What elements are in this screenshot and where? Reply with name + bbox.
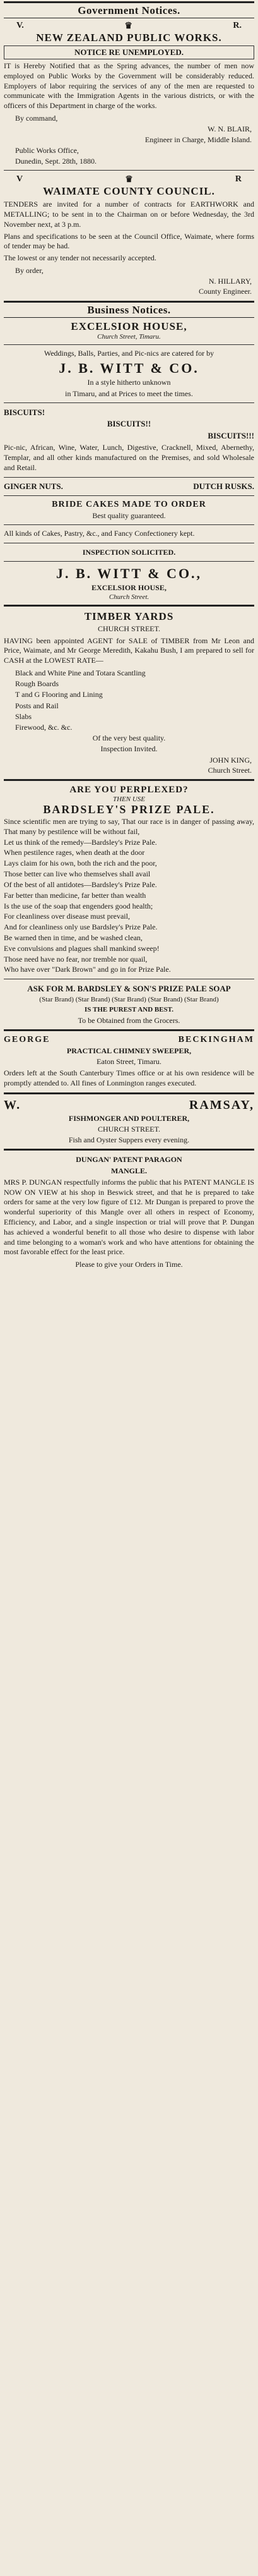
ex-body: Pic-nic, African, Wine, Water, Lunch, Digestive, Cracknell, Mixed, Abernethy, Templar, and all other kinds manufactured on the Premises, and sold Wholesale and Retail. bbox=[4, 443, 254, 473]
pw-date: Dunedin, Sept. 28th, 1880. bbox=[15, 156, 97, 166]
purest: IS THE PUREST AND BEST. bbox=[85, 1005, 173, 1013]
wc-signer-title: County Engineer. bbox=[199, 287, 252, 296]
ramsay-title: FISHMONGER AND POULTERER, bbox=[68, 1113, 190, 1123]
ex-sub: Church Street, Timaru. bbox=[97, 332, 161, 341]
timber-item: Slabs bbox=[15, 711, 32, 721]
business-notices-heading: Business Notices. bbox=[4, 301, 254, 318]
bride-cakes: BRIDE CAKES MADE TO ORDER bbox=[52, 499, 206, 509]
newspaper-column bbox=[4, 0, 254, 1270]
government-notices-heading: Government Notices. bbox=[4, 1, 254, 18]
ex-title: EXCELSIOR HOUSE, bbox=[71, 320, 187, 332]
timber-items bbox=[4, 668, 254, 732]
bride-sub: Best quality guaranteed. bbox=[92, 511, 166, 520]
verse-line: Be warned then in time, and be washed clean, bbox=[4, 933, 143, 942]
divider bbox=[4, 605, 254, 607]
sweep-first: GEORGE bbox=[4, 1034, 50, 1044]
divider bbox=[4, 524, 254, 525]
ginger-nuts: GINGER NUTS. bbox=[4, 481, 63, 491]
excelsior-ad bbox=[4, 320, 254, 602]
crown-icon: ♛ bbox=[125, 175, 133, 185]
ex-name: J. B. WITT & CO. bbox=[59, 360, 199, 377]
cipher-v: V. bbox=[16, 21, 24, 30]
timber-item: T and G Flooring and Lining bbox=[15, 690, 103, 699]
star-brand: (Star Brand) (Star Brand) (Star Brand) (Star Brand) (Star Brand) bbox=[39, 995, 219, 1003]
timber-item: Rough Boards bbox=[15, 679, 59, 689]
pw-signer: W. N. BLAIR, bbox=[208, 124, 252, 134]
sweep-addr: Eaton Street, Timaru. bbox=[97, 1056, 161, 1066]
verse-line: Far better than medicine, far better than wealth bbox=[4, 890, 146, 900]
royal-cipher-2 bbox=[4, 174, 254, 185]
waimate-council-notice bbox=[4, 174, 254, 297]
biscuits-1: BISCUITS! bbox=[4, 407, 45, 417]
ex-line3: in Timaru, and at Prices to meet the times. bbox=[65, 389, 193, 398]
royal-cipher bbox=[4, 21, 254, 32]
verse-line: Since scientific men are trying to say, That our race is in danger of passing away, That many by pestilence will be without fail, bbox=[4, 816, 254, 836]
divider bbox=[4, 561, 254, 562]
mangle-title: DUNGAN' PATENT PARAGON bbox=[76, 1155, 182, 1164]
timber-signer-sub: Church Street. bbox=[208, 765, 252, 775]
ex-house-2: EXCELSIOR HOUSE, bbox=[91, 583, 167, 593]
mangle-close: Please to give your Orders in Time. bbox=[75, 1260, 183, 1269]
verse-line: Those better can live who themselves shall avail bbox=[4, 869, 151, 879]
inspection: INSPECTION SOLICITED. bbox=[82, 547, 176, 557]
ramsay-street: CHURCH STREET. bbox=[97, 1124, 161, 1134]
timber-sub: CHURCH STREET. bbox=[97, 624, 161, 634]
pw-body: IT is Hereby Notified that as the Spring advances, the number of men now employed on Public Works by the Government will be considerably reduced. Employers of labor requiring the services of any of the men are requested to communicate with the Immigration Agents in the various districts, or with the officers of this Department in charge of the works. bbox=[4, 61, 254, 111]
cipher-v: V bbox=[16, 174, 23, 184]
ramsay-ad bbox=[4, 1098, 254, 1146]
wc-signer: N. HILLARY, bbox=[208, 277, 252, 286]
sweep-title: PRACTICAL CHIMNEY SWEEPER, bbox=[66, 1046, 192, 1055]
pw-notice: NOTICE RE UNEMPLOYED. bbox=[4, 45, 254, 59]
verse-line: Who have over "Dark Brown" and go in for Prize Pale. bbox=[4, 965, 171, 974]
perplexed: ARE YOU PERPLEXED? bbox=[69, 784, 189, 795]
divider bbox=[4, 170, 254, 171]
divider bbox=[4, 402, 254, 403]
cakes: All kinds of Cakes, Pastry, &c., and Fancy Confectionery kept. bbox=[4, 529, 195, 538]
dutch-rusks: DUTCH RUSKS. bbox=[193, 481, 254, 491]
cipher-r: R bbox=[235, 174, 242, 184]
bardsley-ad bbox=[4, 785, 254, 1025]
timber-insp: Inspection Invited. bbox=[100, 744, 158, 754]
ex-street-2: Church Street. bbox=[108, 593, 150, 602]
crown-icon: ♛ bbox=[124, 21, 132, 31]
biscuits-3: BISCUITS!!! bbox=[208, 430, 254, 440]
pw-title: NEW ZEALAND PUBLIC WORKS. bbox=[36, 32, 222, 44]
timber-signer: JOHN KING, bbox=[209, 755, 252, 765]
sweep-name bbox=[4, 1035, 254, 1045]
verse-line: Lays claim for his own, both the rich and the poor, bbox=[4, 859, 157, 868]
bardsley-verse bbox=[4, 817, 254, 975]
ex-line1: Weddings, Balls, Parties, and Pic-nics are catered for by bbox=[44, 348, 214, 358]
wc-body: TENDERS are invited for a number of contracts for EARTHWORK and METALLING; to be sent in to the Chairman on or before Wednesday, the 3rd November next, at 3 p.m. bbox=[4, 200, 254, 229]
timber-title: TIMBER YARDS bbox=[84, 610, 174, 623]
divider bbox=[4, 495, 254, 496]
then-use: THEN USE bbox=[112, 795, 146, 803]
pw-office: Public Works Office, bbox=[15, 145, 79, 155]
verse-line: For cleanliness over disease must prevail, bbox=[4, 912, 130, 921]
wc-order: By order, bbox=[15, 266, 44, 275]
divider bbox=[4, 1092, 254, 1094]
verse-line: Is the use of the soap that engenders good health; bbox=[4, 901, 153, 910]
ex-line2: In a style hitherto unknown bbox=[87, 378, 171, 387]
timber-quality: Of the very best quality. bbox=[92, 734, 166, 743]
verse-line: Let us think of the remedy—Bardsley's Prize Pale. bbox=[4, 837, 157, 847]
mangle-ad bbox=[4, 1154, 254, 1269]
ginger-rusks bbox=[4, 481, 254, 492]
ramsay-name-line bbox=[4, 1098, 254, 1113]
ramsay-sub: Fish and Oyster Suppers every evening. bbox=[68, 1135, 190, 1145]
pw-signer-title: Engineer in Charge, Middle Island. bbox=[144, 135, 252, 144]
mangle-body: MRS P. DUNGAN respectfully informs the public that his PATENT MANGLE IS NOW ON VIEW at his shop in Beswick street, and that he is prepared to take orders for same at the very low figure of £12. Mr Dungan is prepared to prove the wonderful superiority of this Mangle over all others in respect of Economy, Efficiency, and Labor, and a single inspection or trial will prove that P. Dungan has achieved a wonderful benefit to all those who desire to dispense with labor and time belonging to a woman's work and who have attentions for obtaining the most favorable effect for the least price. bbox=[4, 1177, 254, 1257]
sweep-ad bbox=[4, 1035, 254, 1089]
pw-command: By command, bbox=[15, 114, 58, 123]
grocers: To be Obtained from the Grocers. bbox=[78, 1015, 180, 1025]
ex-name-2: J. B. WITT & CO., bbox=[56, 565, 202, 582]
ask-for: ASK FOR M. BARDSLEY & SON'S PRIZE PALE SOAP bbox=[27, 984, 231, 994]
divider bbox=[4, 344, 254, 345]
verse-line: When pestilence rages, when death at the door bbox=[4, 848, 145, 857]
timber-item: Firewood, &c. &c. bbox=[15, 722, 73, 732]
sweep-last: BECKINGHAM bbox=[178, 1034, 254, 1044]
divider bbox=[4, 1029, 254, 1031]
sweep-body: Orders left at the South Canterbury Times office or at his own residence will be promptly attended to. All fines of Lonmington ranges executed. bbox=[4, 1068, 254, 1087]
cipher-r: R. bbox=[233, 21, 242, 30]
ramsay-w: W. bbox=[4, 1098, 21, 1112]
verse-line: Those need have no fear, nor tremble nor quail, bbox=[4, 954, 148, 964]
wc-body-3: The lowest or any tender not necessarily accepted. bbox=[4, 253, 156, 263]
verse-line: And for cleanliness only use Bardsley's Prize Pale. bbox=[4, 922, 158, 932]
wc-body-2: Plans and specifications to be seen at the Council Office, Waimate, where forms of tender may be had. bbox=[4, 231, 254, 251]
biscuits-2: BISCUITS!! bbox=[107, 419, 151, 429]
mangle-sub: MANGLE. bbox=[111, 1166, 147, 1175]
verse-line: Of the best of all antidotes—Bardsley's Prize Pale. bbox=[4, 880, 157, 889]
timber-body: HAVING been appointed AGENT for SALE of TIMBER from Mr Leon and Price, Waimate, and Mr George Meredith, Kakahu Bush, I am prepared to sell for CASH at the LOWEST RATE— bbox=[4, 636, 254, 665]
public-works-notice bbox=[4, 21, 254, 166]
timber-ad bbox=[4, 610, 254, 775]
divider bbox=[4, 779, 254, 781]
divider bbox=[4, 477, 254, 478]
divider bbox=[4, 1149, 254, 1151]
wc-title: WAIMATE COUNTY COUNCIL. bbox=[43, 185, 215, 198]
bardsley-title: BARDSLEY'S PRIZE PALE. bbox=[43, 802, 215, 816]
verse-line: Eve convulsions and plagues shall mankind sweep! bbox=[4, 943, 160, 953]
timber-item: Black and White Pine and Totara Scantling bbox=[15, 668, 146, 677]
ramsay-name: RAMSAY, bbox=[189, 1098, 254, 1112]
timber-item: Posts and Rail bbox=[15, 701, 59, 710]
